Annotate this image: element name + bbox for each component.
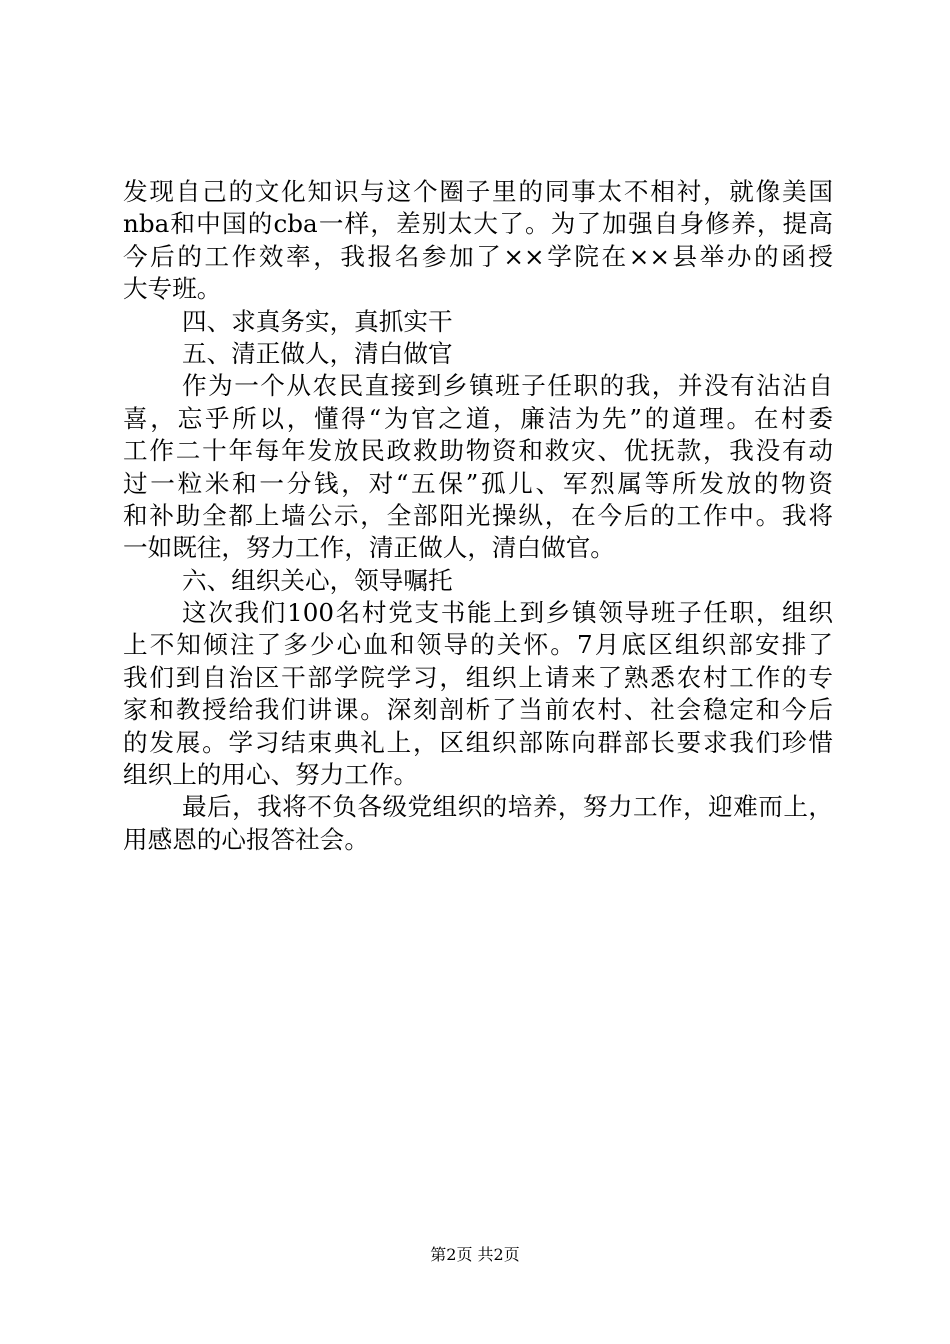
text-line: 作为一个从农民直接到乡镇班子任职的我，并没有沾沾自 <box>182 371 833 401</box>
section-heading: 六、组织关心，领导嘱托 <box>182 565 453 595</box>
text-line: 上不知倾注了多少心血和领导的关怀。7月底区组织部安排了 <box>123 630 833 660</box>
text-line: 我们到自治区干部学院学习，组织上请来了熟悉农村工作的专 <box>123 662 833 692</box>
text-line: 最后，我将不负各级党组织的培养，努力工作，迎难而上， <box>182 792 833 822</box>
text-line: 一如既往，努力工作，清正做人，清白做官。 <box>123 533 615 563</box>
text-line: 组织上的用心、努力工作。 <box>123 760 419 790</box>
text-line: 的发展。学习结束典礼上，区组织部陈向群部长要求我们珍惜 <box>123 727 833 757</box>
text-line: 发现自己的文化知识与这个圈子里的同事太不相衬，就像美国 <box>123 177 833 206</box>
text-line: 用感恩的心报答社会。 <box>123 824 369 854</box>
text-line: 工作二十年每年发放民政救助物资和救灾、优抚款，我没有动 <box>123 436 833 466</box>
text-line: 大专班。 <box>123 274 222 304</box>
text-line: 这次我们100名村党支书能上到乡镇领导班子任职，组织 <box>182 598 833 628</box>
text-line: 和补助全都上墙公示，全部阳光操纵，在今后的工作中。我将 <box>123 500 833 530</box>
document-body <box>123 176 833 856</box>
page-footer <box>0 1245 950 1265</box>
text-line: 今后的工作效率，我报名参加了××学院在××县举办的函授 <box>123 241 833 271</box>
page-number-label: 第2页 共2页 <box>430 1245 520 1264</box>
text-line: nba和中国的cba一样，差别太大了。为了加强自身修养，提高 <box>123 209 833 239</box>
text-line: 过一粒米和一分钱，对“五保”孤儿、军烈属等所发放的物资 <box>123 468 833 498</box>
section-heading: 四、求真务实，真抓实干 <box>182 306 453 336</box>
text-line: 喜，忘乎所以，懂得“为官之道，廉洁为先”的道理。在村委 <box>123 403 833 433</box>
section-heading: 五、清正做人，清白做官 <box>182 338 453 368</box>
text-line: 家和教授给我们讲课。深刻剖析了当前农村、社会稳定和今后 <box>123 695 833 725</box>
